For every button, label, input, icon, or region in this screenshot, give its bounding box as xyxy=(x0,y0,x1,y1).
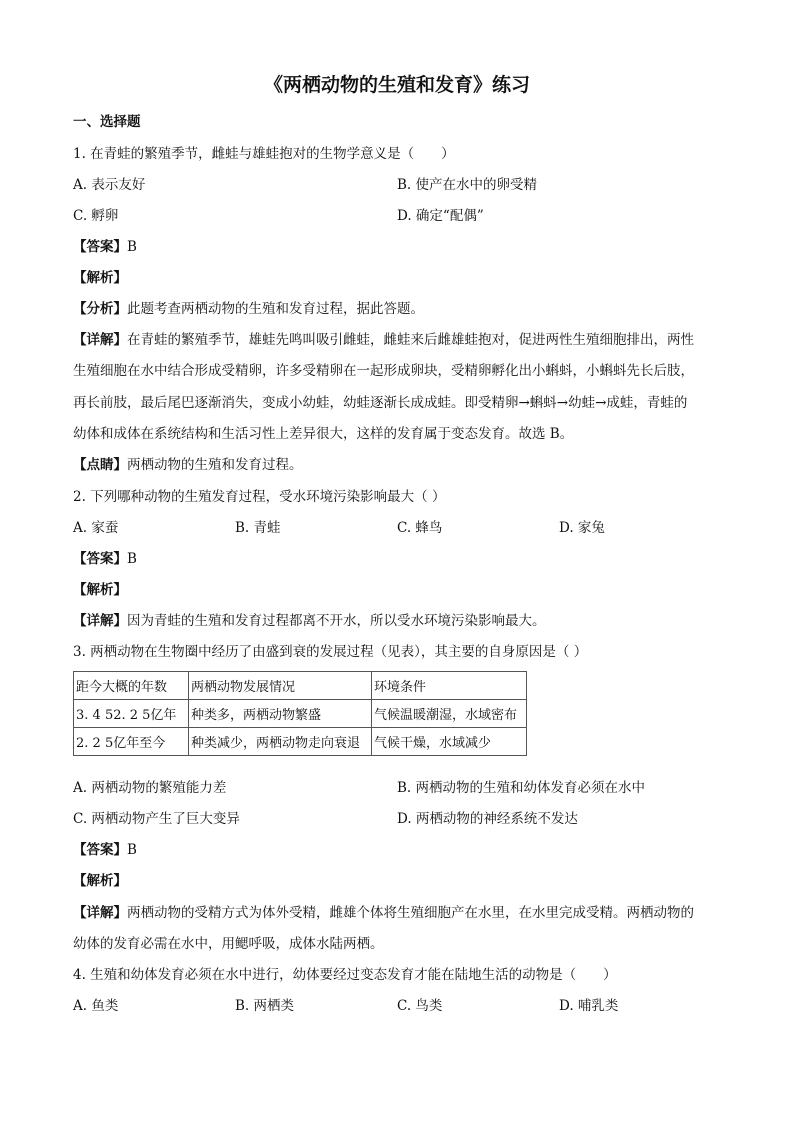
question-3-option-d: D. 两栖动物的神经系统不发达 xyxy=(397,811,578,827)
table-header-cell: 距今大概的年数 xyxy=(74,672,189,700)
question-3-option-a: A. 两栖动物的繁殖能力差 xyxy=(73,780,227,796)
table-header-cell: 两栖动物发展情况 xyxy=(189,672,372,700)
table-row xyxy=(74,700,527,728)
question-1-fenxi xyxy=(73,297,424,317)
question-1-detail-line-2: 生殖细胞在水中结合形成受精卵，许多受精卵在一起形成卵块，受精卵孵化出小蝌蚪，小蝌蚪先长后肢， xyxy=(73,363,694,379)
answer-tag: 【答案】 xyxy=(73,842,127,858)
table-cell: 气候温暖潮湿，水域密布 xyxy=(372,700,527,728)
question-3-option-c: C. 两栖动物产生了巨大变异 xyxy=(73,811,240,827)
dianjing-text: 两栖动物的生殖和发育过程。 xyxy=(127,457,303,473)
question-3-option-b: B. 两栖动物的生殖和幼体发育必须在水中 xyxy=(397,780,646,796)
table-row xyxy=(74,728,527,756)
detail-tag: 【详解】 xyxy=(73,332,127,348)
detail-text: 两栖动物的受精方式为体外受精，雌雄个体将生殖细胞产在水里，在水里完成受精。两栖动物的 xyxy=(127,905,694,921)
table-cell: 种类减少，两栖动物走向衰退 xyxy=(189,728,372,756)
document-title: 《两栖动物的生殖和发育》练习 xyxy=(263,74,530,96)
answer-tag: 【答案】 xyxy=(73,551,127,567)
question-1-analysis-heading: 【解析】 xyxy=(73,270,127,286)
detail-text: 在青蛙的繁殖季节，雄蛙先鸣叫吸引雌蛙，雌蛙来后雌雄蛙抱对，促进两性生殖细胞排出，两性 xyxy=(127,332,694,348)
question-4-option-d: D. 哺乳类 xyxy=(559,998,619,1014)
table-header-row xyxy=(74,672,527,700)
question-3-detail-line-2: 幼体的发育必需在水中，用鳃呼吸，成体水陆两栖。 xyxy=(73,936,384,952)
table-cell: 3. 4 52. 2 5亿年 xyxy=(74,700,189,728)
detail-tag: 【详解】 xyxy=(73,905,127,921)
question-3-table xyxy=(73,671,527,756)
answer-value: B xyxy=(127,239,137,255)
question-2-stem: 2. 下列哪种动物的生殖发育过程，受水环境污染影响最大（ ） xyxy=(73,489,446,505)
table-cell: 2. 2 5亿年至今 xyxy=(74,728,189,756)
table-cell: 种类多，两栖动物繁盛 xyxy=(189,700,372,728)
question-3-detail-line-1 xyxy=(73,901,694,921)
question-2-analysis-heading: 【解析】 xyxy=(73,582,127,598)
question-1-dianjing xyxy=(73,453,303,473)
question-3-stem: 3. 两栖动物在生物圈中经历了由盛到衰的发展过程（见表），其主要的自身原因是（ ） xyxy=(73,644,588,660)
table-cell: 气候干燥，水域减少 xyxy=(372,728,527,756)
question-1-option-d: D. 确定“配偶” xyxy=(397,208,484,224)
question-2-option-d: D. 家兔 xyxy=(559,520,605,536)
question-2-answer xyxy=(73,547,137,567)
dianjing-tag: 【点睛】 xyxy=(73,457,127,473)
fenxi-text: 此题考查两栖动物的生殖和发育过程，据此答题。 xyxy=(127,301,424,317)
question-1-detail-line-3: 再长前肢，最后尾巴逐渐消失，变成小幼蛙，幼蛙逐渐长成成蛙。即受精卵→蝌蚪→幼蛙→成蛙，青蛙的 xyxy=(73,395,688,411)
question-1-option-b: B. 使产在水中的卵受精 xyxy=(397,177,538,193)
question-4-option-a: A. 鱼类 xyxy=(73,998,119,1014)
question-1-answer xyxy=(73,235,137,255)
detail-text: 因为青蛙的生殖和发育过程都离不开水，所以受水环境污染影响最大。 xyxy=(127,613,546,629)
question-1-option-c: C. 孵卵 xyxy=(73,208,119,224)
table-header-cell: 环境条件 xyxy=(372,672,527,700)
question-2-detail xyxy=(73,609,546,629)
section-heading: 一、选择题 xyxy=(73,114,141,130)
fenxi-tag: 【分析】 xyxy=(73,301,127,317)
answer-tag: 【答案】 xyxy=(73,239,127,255)
question-1-detail-line-4: 幼体和成体在系统结构和生活习性上差异很大，这样的发育属于变态发育。故选 B。 xyxy=(73,426,574,442)
question-1-option-a: A. 表示友好 xyxy=(73,177,146,193)
question-2-option-c: C. 蜂鸟 xyxy=(397,520,443,536)
question-3-analysis-heading: 【解析】 xyxy=(73,873,127,889)
question-1-detail-line-1 xyxy=(73,328,694,348)
answer-value: B xyxy=(127,551,137,567)
answer-value: B xyxy=(127,842,137,858)
detail-tag: 【详解】 xyxy=(73,613,127,629)
question-4-option-b: B. 两栖类 xyxy=(235,998,295,1014)
question-4-stem: 4. 生殖和幼体发育必须在水中进行，幼体要经过变态发育才能在陆地生活的动物是（ ） xyxy=(73,967,617,983)
question-2-option-a: A. 家蚕 xyxy=(73,520,119,536)
question-2-option-b: B. 青蛙 xyxy=(235,520,281,536)
question-3-answer xyxy=(73,838,137,858)
question-1-stem: 1. 在青蛙的繁殖季节，雌蛙与雄蛙抱对的生物学意义是（ ） xyxy=(73,146,455,162)
question-4-option-c: C. 鸟类 xyxy=(397,998,443,1014)
